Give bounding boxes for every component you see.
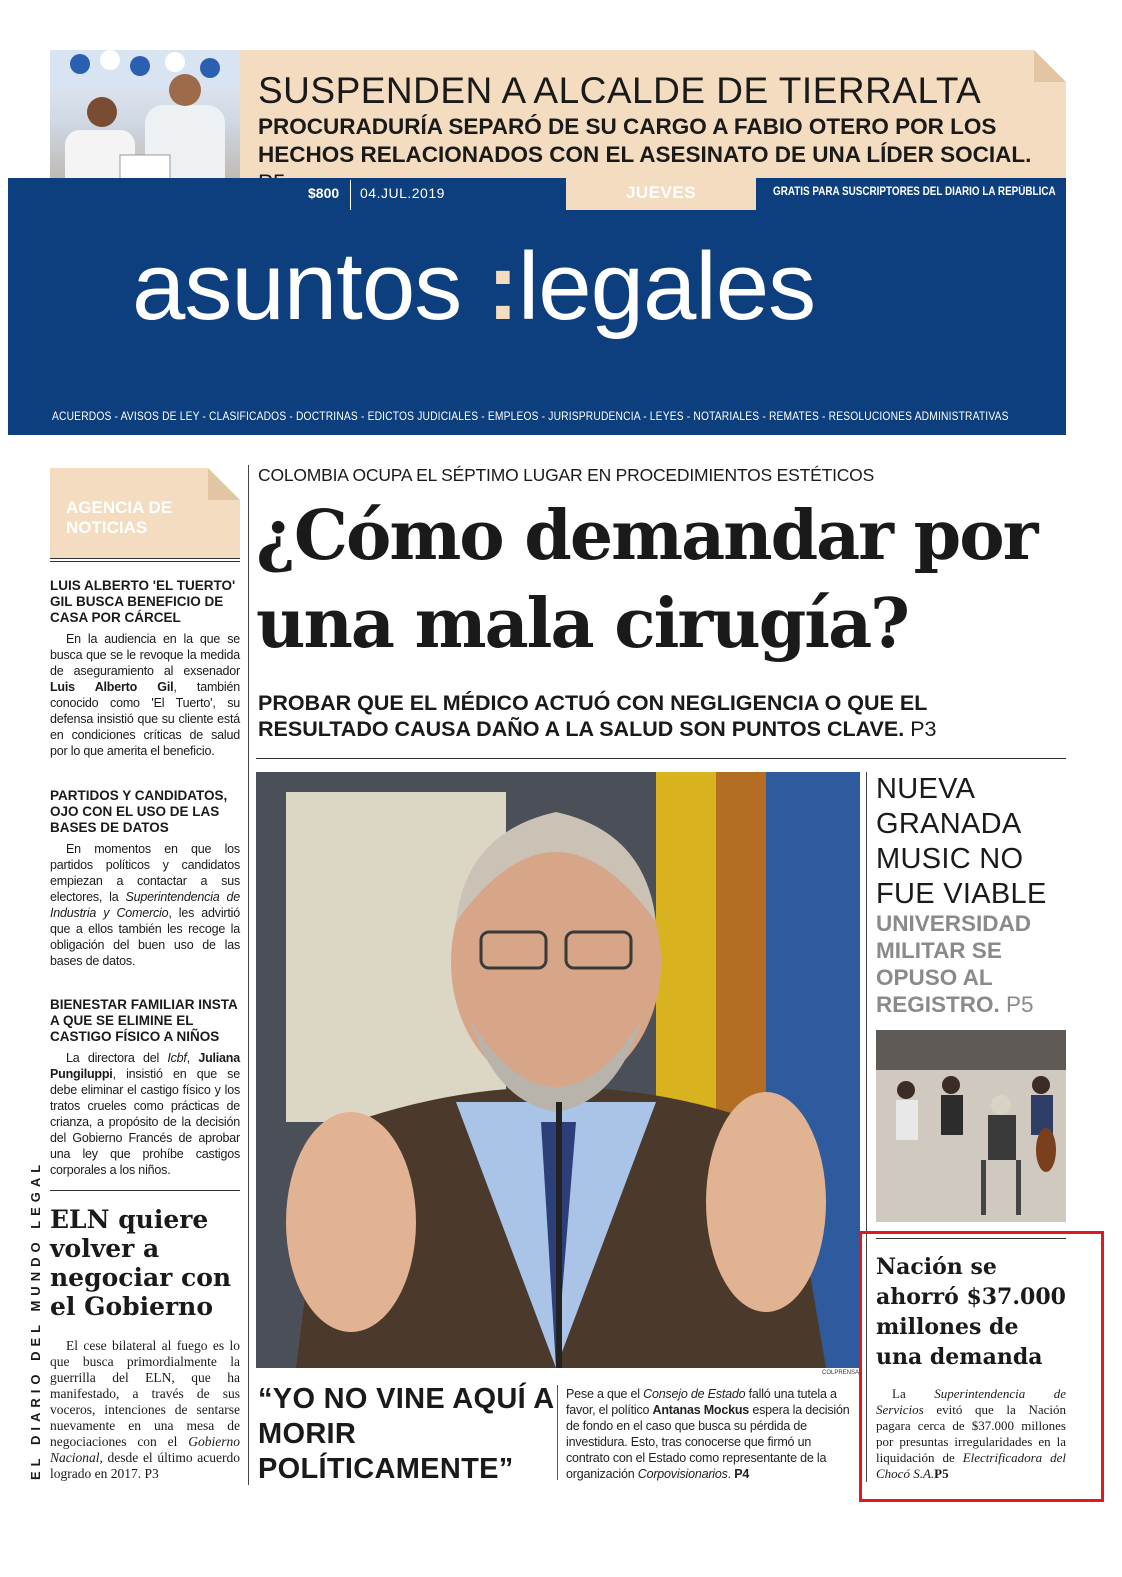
music-headline[interactable]: NUEVA GRANADA MUSIC NO FUE VIABLE — [876, 773, 1047, 910]
brief-body-1 — [50, 631, 240, 759]
nacion-page-ref[interactable]: P5 — [934, 1466, 949, 1481]
issue-date: 04.JUL.2019 — [360, 185, 445, 201]
mockus-body-text-3: espera la decisión de fondo en el caso que busca su pérdida de investidura. Esto, tras conocerse que firmó un contrato con el Estado como representante de la organización — [566, 1403, 850, 1481]
brief-body-3-italic: Icbf — [167, 1051, 187, 1065]
eln-headline[interactable]: ELN quiere volver a negociar con el Gobierno — [50, 1205, 232, 1321]
teaser-subheadline-text: PROCURADURÍA SEPARÓ DE SU CARGO A FABIO OTERO POR LOS HECHOS RELACIONADOS CON EL ASESINATO DE UNA LÍDER SOCIAL. — [258, 114, 1032, 167]
brief-body-1-text-2: , también conocido como 'El Tuerto', su defensa insistió que su cliente está en condiciones críticas de salud por lo que amerita el beneficio. — [50, 680, 240, 758]
brief-body-2-text-2: , les advirtió que a ellos también les recoge la obligación del buen uso de las bases de datos. — [50, 906, 240, 968]
brief-body-2-italic: Superintendencia de Industria y Comercio — [50, 890, 240, 920]
main-deck — [258, 690, 1058, 742]
mockus-page-ref[interactable]: P4 — [734, 1467, 750, 1481]
nacion-body-italic-2: Electrificadora del Chocó S.A. — [876, 1450, 1067, 1481]
date-divider — [350, 180, 351, 210]
eln-page-ref[interactable]: P3 — [144, 1466, 159, 1481]
subscriber-note: GRATIS PARA SUSCRIPTORES DEL DIARIO LA REPÚBLICA — [773, 186, 1056, 198]
orchestra-photo-illustration — [876, 1030, 1066, 1222]
nacion-body-text-2: evitó que la Nación pagara cerca de $37.000 millones por presuntas irregularidades en la liquidación de — [876, 1402, 1066, 1465]
brief-body-3-bold: Juliana Pungiluppi — [50, 1051, 240, 1081]
mockus-body — [566, 1386, 856, 1482]
mockus-body-italic-2: Corpovisionarios — [637, 1467, 728, 1481]
mockus-quote[interactable]: “YO NO VINE AQUÍ A MORIR POLÍTICAMENTE” — [258, 1383, 554, 1485]
brief-body-3-sep: , — [186, 1051, 199, 1065]
main-kicker: COLOMBIA OCUPA EL SÉPTIMO LUGAR EN PROCEDIMIENTOS ESTÉTICOS — [258, 465, 875, 485]
agency-rule — [50, 558, 240, 562]
logo-right: legales — [517, 233, 816, 340]
brief-body-3-text-2: , insistió en que se debe eliminar el castigo físico y los tratos crueles como prácticas de crianza, a propósito de la decisión del Gobierno Francés de aprobar una ley que prohíbe castigos corporales a los niños. — [50, 1067, 240, 1177]
eln-body-text-2: , desde el último acuerdo logrado en 2017. — [50, 1450, 240, 1481]
main-photo-illustration — [256, 772, 860, 1368]
logo-left: asuntos — [132, 233, 462, 340]
column-divider — [248, 465, 249, 1485]
main-headline[interactable]: ¿Cómo demandar por una mala cirugía? — [256, 496, 1037, 664]
brief-body-3-text: La directora del — [66, 1051, 168, 1065]
music-deck — [876, 910, 1066, 1018]
spine-tagline: EL DIARIO DEL MUNDO LEGAL — [28, 1159, 43, 1480]
brief-headline-1[interactable]: LUIS ALBERTO 'EL TUERTO' GIL BUSCA BENEFICIO DE CASA POR CÁRCEL — [50, 578, 236, 625]
brief-headline-2[interactable]: PARTIDOS Y CANDIDATOS, OJO CON EL USO DE LAS BASES DE DATOS — [50, 788, 228, 835]
mockus-body-bold: Antanas Mockus — [652, 1403, 750, 1417]
main-deck-text: PROBAR QUE EL MÉDICO ACTUÓ CON NEGLIGENCIA O QUE EL RESULTADO CAUSA DAÑO A LA SALUD SON PUNTOS CLAVE. — [258, 691, 927, 741]
mockus-body-italic-1: Consejo de Estado — [643, 1387, 746, 1401]
brief-body-2-text: En momentos en que los partidos políticos y candidatos empiezan a contactar a sus electores, la — [50, 842, 240, 904]
masthead-logo[interactable] — [132, 232, 815, 342]
main-photo — [256, 772, 860, 1368]
mockus-body-text: Pese a que el — [566, 1387, 644, 1401]
music-page-ref[interactable]: P5 — [1006, 992, 1034, 1017]
brief-body-1-text: En la audiencia en la que se busca que se le revoque la medida de aseguramiento al exsenador — [50, 632, 240, 678]
nacion-body — [876, 1386, 1066, 1482]
eln-body — [50, 1338, 240, 1482]
highlight-rule — [876, 1238, 1066, 1239]
mockus-body-text-2: falló una tutela a favor, el político — [566, 1387, 837, 1417]
eln-body-text: El cese bilateral al fuego es lo que busca primordialmente la guerrilla del ELN, que ha manifestado, a través de sus voceros, intenciones de sentarse nuevamente en una mesa de negociaciones con el — [50, 1338, 240, 1449]
brief-headline-3[interactable]: BIENESTAR FAMILIAR INSTA A QUE SE ELIMINE EL CASTIGO FÍSICO A NIÑOS — [50, 997, 238, 1044]
agency-label: AGENCIA DE NOTICIAS — [66, 498, 173, 537]
main-rule — [256, 758, 1066, 759]
mockus-body-text-4: . — [727, 1467, 735, 1481]
eln-body-italic: Gobierno Nacional — [50, 1434, 240, 1465]
brief-body-3 — [50, 1050, 240, 1178]
price: $800 — [308, 185, 340, 201]
photo-credit: COLPRENSA — [822, 1370, 860, 1376]
nacion-body-italic-1: Superintendencia de Servicios — [876, 1386, 1066, 1417]
eln-rule — [50, 1190, 240, 1191]
logo-colon: : — [486, 233, 518, 340]
section-nav[interactable]: ACUERDOS - AVISOS DE LEY - CLASIFICADOS - DOCTRINAS - EDICTOS JUDICIALES - EMPLEOS - JURISPRUDENCIA - LEYES - NOTARIALES - REMATES - RESOLUCIONES ADMINISTRATIVAS — [52, 409, 1009, 423]
issue-day: JUEVES — [625, 183, 697, 202]
quote-divider — [557, 1385, 558, 1480]
teaser-headline[interactable]: SUSPENDEN A ALCALDE DE TIERRALTA — [258, 70, 982, 111]
nacion-headline[interactable]: Nación se ahorró $37.000 millones de una demanda — [876, 1254, 1066, 1370]
orchestra-photo — [876, 1030, 1066, 1222]
nacion-body-text: La — [892, 1386, 935, 1401]
music-deck-text: UNIVERSIDAD MILITAR SE OPUSO AL REGISTRO. — [876, 911, 1032, 1017]
main-page-ref[interactable]: P3 — [910, 717, 937, 741]
brief-body-2 — [50, 841, 240, 969]
brief-body-1-bold: Luis Alberto Gil — [50, 680, 174, 694]
